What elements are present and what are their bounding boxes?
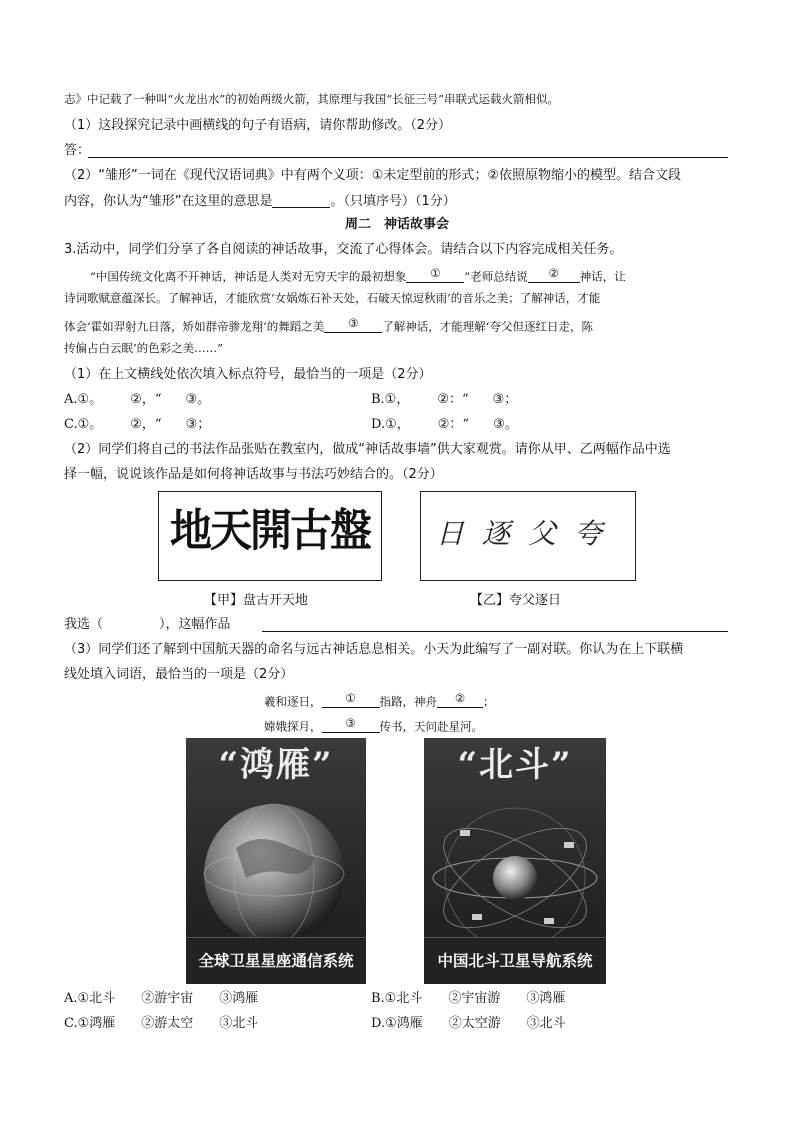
poster-beidou-title: “北斗”	[457, 745, 573, 785]
caption-yi: 【乙】夸父逐日	[470, 593, 562, 608]
sub1-prompt: （1）在上文横线处依次填入标点符号，最恰当的一项是（2分）	[64, 367, 432, 382]
couplet-blank-2[interactable]: ②	[437, 693, 483, 708]
q1-answer-label: 答：	[64, 143, 91, 158]
couplet-text: ；	[483, 694, 495, 709]
option-part: ②游太空	[141, 1016, 194, 1031]
option-part: ②游宇宙	[141, 991, 194, 1006]
calligraphy-jia-glyphs: 地天開古盤	[169, 504, 370, 557]
couplet-blank-3[interactable]: ③	[322, 718, 380, 733]
sub2-line2: 择一幅，说说该作品是如何将神话故事与书法巧妙结合的。（2分）	[64, 467, 443, 482]
couplet-text: 嫦娥探月，	[264, 719, 322, 734]
option-part: ②太空游	[448, 1016, 501, 1031]
poster-hongyan-caption: 全球卫星星座通信系统	[186, 937, 366, 984]
sub3-line2: 线处填入词语，最恰当的一项是（2分）	[64, 667, 294, 682]
poster-beidou-caption: 中国北斗卫星导航系统	[424, 937, 606, 984]
option-label: D.①，	[371, 417, 410, 432]
passage-text: 神话，让	[579, 269, 626, 284]
intro-line: 志》中记载了一种叫“火龙出水”的初始两级火箭，其原理与我国“长征三号”串联式运载火箭相似。	[64, 92, 560, 106]
option-label: B.①，	[371, 392, 410, 407]
passage-line1	[90, 268, 626, 283]
passage-line4: 抟偏占白云眠’的色彩之美……”	[64, 341, 224, 355]
q2-answer-blank[interactable]	[272, 193, 330, 208]
blank-3[interactable]: ③	[324, 318, 382, 333]
option-part: ③鸿雁	[526, 991, 566, 1006]
choose-line	[64, 618, 231, 631]
option-label: D.①鸿雁	[371, 1016, 423, 1031]
calligraphy-yi-glyphs: 日逐父夸	[435, 517, 620, 550]
poster-beidou	[424, 738, 606, 984]
option-part: ②宇宙游	[448, 991, 501, 1006]
q2-line2-suffix: 。（只填序号）（1分）	[330, 194, 456, 209]
sub3-option-d[interactable]	[371, 1017, 566, 1030]
option-part: ③；	[185, 417, 211, 432]
sub2-line1: （2）同学们将自己的书法作品张贴在教室内，做成“神话故事墙”供大家观赏。请你从甲、乙两幅作品中选	[64, 442, 671, 457]
option-label: C.①鸿雁	[64, 1016, 116, 1031]
sub2-answer-field[interactable]	[262, 631, 728, 632]
couplet-text: 羲和逐日，	[264, 694, 322, 709]
couplet-text: 传书，天问赴星河。	[379, 719, 483, 734]
blank-2[interactable]: ②	[528, 268, 580, 283]
sub1-option-b[interactable]	[371, 393, 517, 406]
q3-intro: 3.活动中，同学们分享了各自阅读的神话故事，交流了心得体会。请结合以下内容完成相关任务。	[64, 242, 623, 257]
sub1-option-a[interactable]	[64, 393, 210, 406]
q2-line2	[64, 193, 456, 208]
option-part: ②：“	[437, 392, 469, 407]
sub3-line1: （3）同学们还了解到中国航天器的命名与远古神话息息相关。小天为此编写了一副对联。你认为在上下联横	[64, 642, 684, 657]
couplet-line2	[264, 718, 483, 733]
option-part: ③北斗	[526, 1016, 566, 1031]
q1-prompt: （1）这段探究记录中画横线的句子有语病，请你帮助修改。（2分）	[64, 118, 452, 133]
couplet-line1	[264, 693, 495, 708]
option-part: ②：“	[437, 417, 470, 432]
sub1-option-d[interactable]	[371, 418, 518, 431]
blank-1[interactable]: ①	[406, 268, 464, 283]
sub3-option-b[interactable]	[371, 992, 565, 1005]
option-part: ②，“	[130, 417, 162, 432]
option-part: ③鸿雁	[219, 991, 259, 1006]
poster-hongyan	[186, 738, 366, 984]
calligraphy-jia-image	[158, 491, 382, 581]
caption-jia: 【甲】盘古开天地	[204, 593, 309, 608]
q2-line1: （2）“雏形”一词在《现代汉语词典》中有两个义项：①未定型前的形式；②依照原物缩小的模型。结合文段	[64, 168, 682, 183]
couplet-text: 指路，神舟	[379, 694, 437, 709]
passage-text: 了解神话，才能理解‘夸父但逐红日走，陈	[382, 319, 593, 334]
sub3-option-a[interactable]	[64, 992, 258, 1005]
passage-line2: 诗词歌赋意蕴深长。了解神话，才能欣赏‘女娲炼石补天处，石破天惊逗秋雨’的音乐之美；了解神话，才能	[64, 291, 601, 305]
option-label: A.①北斗	[64, 991, 116, 1006]
sub3-option-c[interactable]	[64, 1017, 258, 1030]
q2-line2-prefix: 内容，你认为“雏形”在这里的意思是	[64, 194, 273, 209]
option-label: A.①。	[64, 392, 103, 407]
choose-suffix: ），这幅作品	[159, 617, 231, 632]
option-label: C.①。	[64, 417, 103, 432]
section-title: 周二 神话故事会	[344, 217, 449, 232]
option-part: ③。	[185, 392, 211, 407]
option-part: ③；	[492, 392, 518, 407]
passage-line3	[64, 318, 593, 333]
option-part: ③北斗	[219, 1016, 259, 1031]
choose-prefix: 我选（	[64, 617, 104, 632]
sub1-option-c[interactable]	[64, 418, 210, 431]
calligraphy-yi-image	[420, 491, 636, 581]
option-part: ②，“	[130, 392, 162, 407]
option-part: ③。	[493, 417, 518, 432]
passage-text: 体会‘霍如羿射九日落，矫如群帝骖龙翔’的舞蹈之美	[64, 319, 325, 334]
passage-text: “中国传统文化离不开神话，神话是人类对无穷天宇的最初想象	[90, 269, 407, 284]
passage-text: ”老师总结说	[464, 269, 528, 284]
option-label: B.①北斗	[371, 991, 423, 1006]
poster-hongyan-title: “鸿雁”	[218, 745, 334, 785]
q1-answer-field[interactable]	[88, 157, 728, 158]
couplet-blank-1[interactable]: ①	[322, 693, 380, 708]
